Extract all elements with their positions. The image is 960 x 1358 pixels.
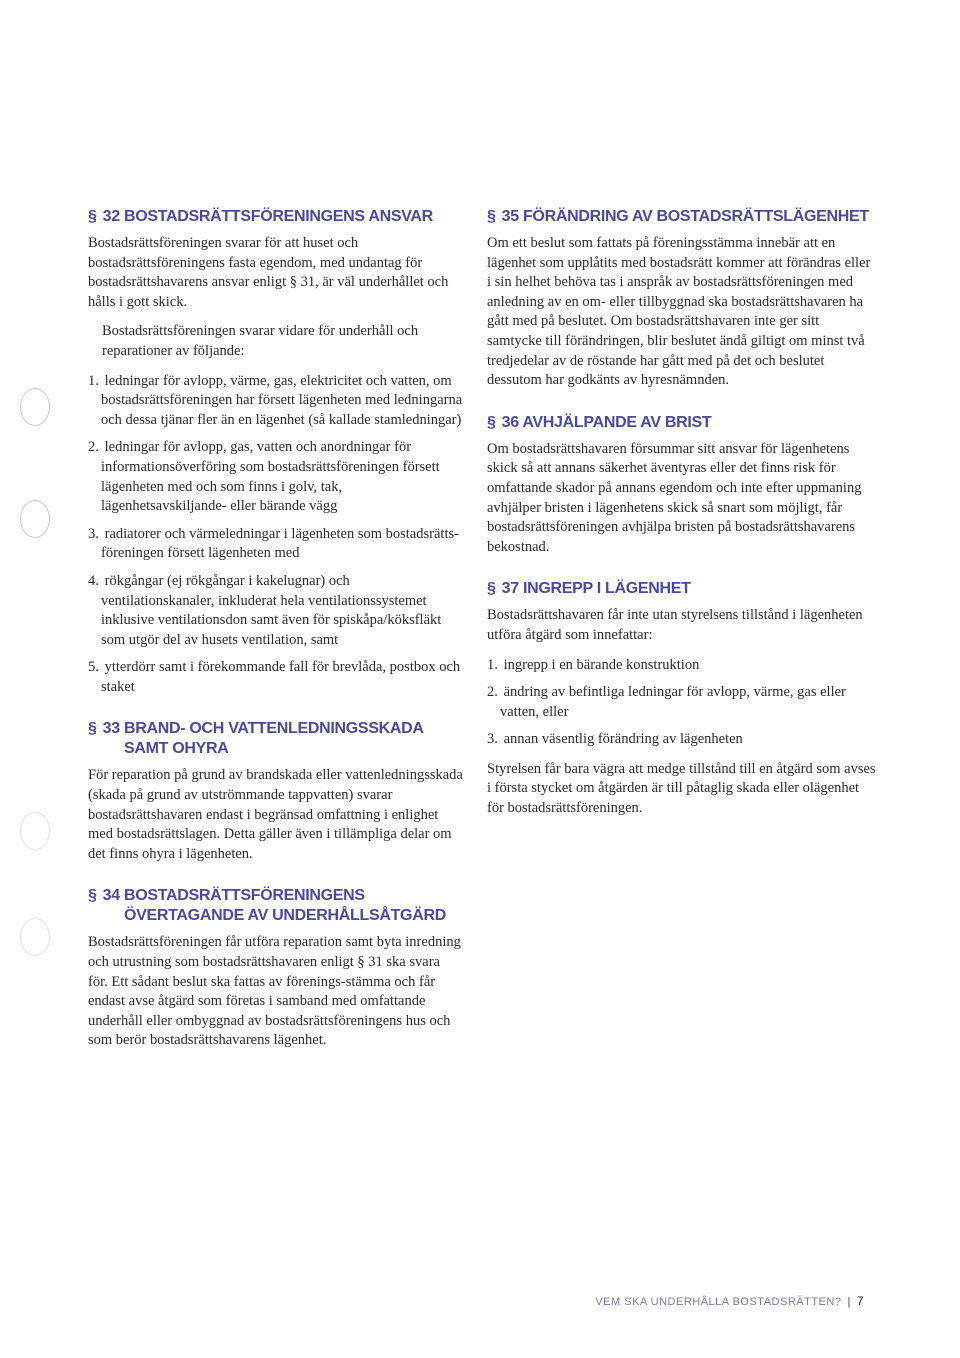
section-title: 33 BRAND- OCH VATTENLEDNINGSSKADA (102, 720, 424, 738)
item-number: 1. (88, 372, 99, 389)
section-sign: § (487, 580, 496, 598)
list-item (487, 730, 877, 750)
section-35 (487, 207, 877, 391)
section-title-line2: ÖVERTAGANDE AV UNDERHÅLLSÅTGÄRD (124, 907, 446, 925)
left-column (88, 207, 463, 1073)
paragraph: Bostadsrättsföreningen svarar för att huset och bostadsrättsföreningens fasta egendom, med undantag för bostadsrättshavarens ansvar enligt § 31, är väl underhållet och hålls i gott skick. (88, 235, 449, 310)
list-item (88, 658, 463, 697)
right-column (487, 207, 877, 841)
numbered-list (88, 372, 463, 698)
section-33 (88, 719, 463, 864)
punch-hole (20, 812, 50, 850)
section-title: 32 BOSTADSRÄTTSFÖRENINGENS ANSVAR (102, 208, 433, 225)
section-heading (487, 413, 877, 433)
section-title-line2: SAMT OHYRA (124, 740, 229, 758)
item-text: annan väsentlig förändring av lägenheten (503, 731, 743, 748)
footer-separator: | (847, 1296, 851, 1308)
section-sign: § (487, 208, 496, 225)
page-footer (595, 1294, 864, 1308)
list-item (487, 656, 877, 676)
item-number: 3. (88, 525, 99, 542)
paragraph: För reparation på grund av brandskada eller vattenledningsskada (skada på grund av utströmmande tappvatten) svarar bostadsrättshavaren endast i begränsad omfattning i enlighet med bostadsrättslagen. Detta gäller även i tillämpliga delar om det finns ohyra i lägenheten. (88, 767, 463, 862)
section-34 (88, 886, 463, 1051)
list-item (88, 525, 463, 564)
list-item (88, 438, 463, 516)
paragraph: Om ett beslut som fattats på föreningsstämma innebär att en lägenhet som upplåtits med bostadsrätt kommer att förändras eller i sin helhet behöva tas i anspråk av bostadsrättsföreningen med anledning av en om- eller tillbyggnad ska bostadsrättshavaren ha gått med på beslutet. Om bostadsrättshavaren inte ger sitt samtycke till förändringen, blir beslutet ändå giltigt om minst två tredjedelar av de röstande har gått med på det och beslutet dessutom har godkänts av hyresnämnden. (487, 235, 871, 389)
list-item (487, 683, 877, 722)
running-title: VEM SKA UNDERHÅLLA BOSTADSRÄTTEN? (595, 1296, 842, 1308)
paragraph: Om bostadsrättshavaren försummar sitt ansvar för lägenhetens skick så att annans säkerhet äventyras eller det finns risk för omfattande skador på annans egendom och inte efter uppmaning avhjälper bristen i lägenhetens skick så snart som möjligt, får bostadsrättsföreningen avhjälpa bristen på bostadsrättshavarens bekostnad. (487, 440, 862, 555)
section-sign: § (88, 887, 97, 905)
section-title: 34 BOSTADSRÄTTSFÖRENINGENS (102, 887, 365, 905)
item-text: rökgångar (ej rökgångar i kakelugnar) och ventilationskanaler, inkluderat hela ventilationssystemet inklusive ventilationsdon samt även för spiskåpa/köksfläkt som utgör del av husets ventilation, samt (101, 572, 442, 648)
punch-hole (20, 500, 50, 538)
section-title: 35 FÖRÄNDRING AV BOSTADSRÄTTSLÄGENHET (501, 208, 869, 225)
section-32 (88, 207, 463, 697)
section-heading (487, 579, 877, 599)
punch-hole (20, 918, 50, 956)
section-title: 36 AVHJÄLPANDE AV BRIST (501, 413, 712, 431)
page-number: 7 (856, 1294, 864, 1308)
item-number: 2. (88, 439, 99, 456)
item-number: 2. (487, 684, 498, 701)
item-number: 4. (88, 572, 99, 589)
section-title: 37 INGREPP I LÄGENHET (501, 580, 691, 598)
item-number: 5. (88, 659, 99, 676)
section-heading (88, 886, 463, 926)
section-heading (88, 207, 463, 227)
punch-hole (20, 388, 50, 426)
list-item (88, 572, 463, 650)
paragraph: Bostadsrättsföreningen svarar vidare för underhåll och reparationer av följande: (102, 323, 419, 359)
section-36 (487, 413, 877, 558)
section-37 (487, 579, 877, 818)
item-text: ledningar för avlopp, gas, vatten och anordningar för informationsöverföring som bostadsrättsföreningen försett lägenheten med och som finns i golv, tak, lägenhetsavskiljande- eller bärande vägg (101, 439, 440, 515)
item-text: radiatorer och värmeledningar i lägenheten som bostadsrätts-föreningen försett lägenheten med (101, 525, 459, 562)
item-text: ingrepp i en bärande konstruktion (503, 656, 700, 673)
section-heading (88, 719, 463, 759)
paragraph: Bostadsrättsföreningen får utföra reparation samt byta inredning och utrustning som bostadsrättshavaren enligt § 31 ska svara för. Ett sådant beslut ska fattas av förenings-stämma och får endast avse åtgärd som företas i samband med omfattande underhåll eller ombyggnad av bostadsrättsföreningens hus och som berör bostadsrättshavarens lägenhet. (88, 934, 461, 1049)
item-number: 3. (487, 731, 498, 748)
item-text: ytterdörr samt i förekommande fall för brevlåda, postbox och staket (101, 659, 461, 695)
section-heading (487, 207, 877, 227)
item-number: 1. (487, 656, 498, 673)
list-item (88, 372, 463, 431)
item-text: ledningar för avlopp, värme, gas, elektricitet och vatten, om bostadsrättsföreningen har försett lägenheten med ledningarna och dessa tjänar fler än en lägenhet (så kallade stamledningar) (101, 372, 463, 428)
section-sign: § (88, 720, 97, 738)
item-text: ändring av befintliga ledningar för avlopp, värme, gas eller vatten, eller (500, 684, 846, 720)
paragraph: Bostadsrättshavaren får inte utan styrelsens tillstånd i lägenheten utföra åtgärd som innefattar: (487, 607, 863, 643)
numbered-list (487, 656, 877, 750)
section-sign: § (88, 208, 97, 225)
paragraph: Styrelsen får bara vägra att medge tillstånd till en åtgärd som avses i första stycket om åtgärden är till påtaglig skada eller olägenhet för bostadsrättsföreningen. (487, 760, 876, 817)
section-sign: § (487, 413, 496, 431)
